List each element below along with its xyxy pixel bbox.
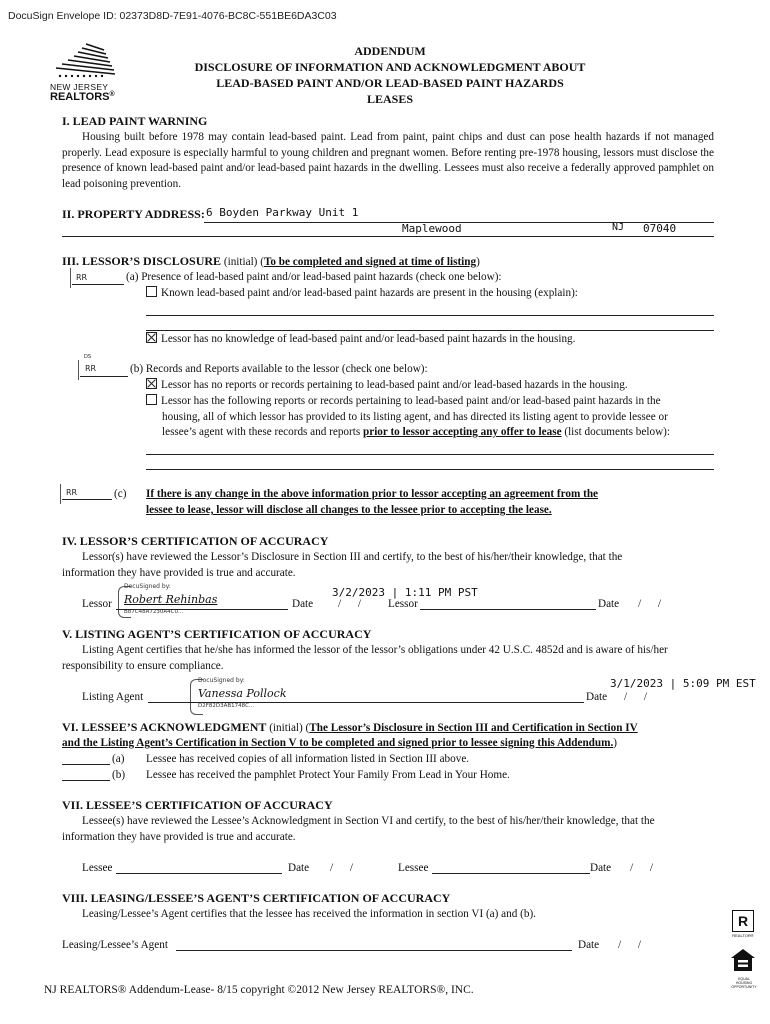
section5-heading: V. LISTING AGENT’S CERTIFICATION OF ACCURACY <box>62 627 372 641</box>
section7-body-line2: information they have provided is true and accurate. <box>62 831 296 843</box>
section5-body-line2: responsibility to ensure compliance. <box>62 660 224 672</box>
checkbox-has-reports[interactable] <box>146 394 157 405</box>
lessor-sig-id: B87C48A7230A4C0... <box>124 609 184 615</box>
section6-initial-note: (initial) <box>269 722 303 734</box>
equal-housing-badge <box>730 948 758 989</box>
lessor-signature-block[interactable] <box>124 583 217 615</box>
agent-date-label: Date <box>586 691 608 703</box>
explain-line-1 <box>146 315 714 316</box>
footer-copyright: NJ REALTORS® Addendum-Lease- 8/15 copyright ©2012 New Jersey REALTORS®, INC. <box>44 984 474 996</box>
leasing-agent-date-label: Date <box>578 939 600 951</box>
lessee-initials-line-b <box>62 780 110 781</box>
section7-body-line1: Lessee(s) have reviewed the Lessee’s Acknowledgment in Section VI and certify, to the best of his/her/their knowledge, that the <box>82 815 655 827</box>
checkbox-no-knowledge[interactable] <box>146 332 157 343</box>
section4-body-line1: Lessor(s) have reviewed the Lessor’s Disclosure in Section III and certify, to the best of his/her/their knowledge, that the <box>82 551 623 563</box>
documents-line-1 <box>146 454 714 455</box>
property-state[interactable]: NJ <box>612 222 625 233</box>
b-opt2-line2: housing, all of which lessor has provided to its listing agent, and has directed its listing agent to provide lessee or <box>162 410 668 423</box>
section6-b-text: Lessee has received the pamphlet Protect Your Family From Lead in Your Home. <box>146 769 510 781</box>
b-opt1-text: Lessor has no reports or records pertaining to lead-based paint and/or lead-based hazards in the housing. <box>161 379 628 391</box>
section6-bold-line1: The Lessor’s Disclosure in Section III and Certification in Section IV <box>309 722 638 734</box>
agent-signature: Vanessa Pollock <box>198 687 287 700</box>
section6-b-label: (b) <box>112 769 126 781</box>
lessee2-label: Lessee <box>398 862 429 874</box>
eho-caption: EQUAL HOUSING OPPORTUNITY <box>731 977 757 989</box>
property-street[interactable]: 6 Boyden Parkway Unit 1 <box>206 206 359 219</box>
section3-a-opt1 <box>146 286 578 302</box>
lessor-sign-line <box>116 609 288 610</box>
lessor-date-slashes: / / <box>338 598 361 610</box>
agent-date-slashes: / / <box>624 691 647 703</box>
section5-body-line1: Listing Agent certifies that he/she has informed the lessor of the lessor’s obligations under 42 U.S.C. 4852d and is aware of his/her <box>82 644 668 656</box>
lessee1-sign-line <box>116 873 282 874</box>
agent-docusigned-by: DocuSigned by: <box>198 677 245 684</box>
section6-a-text: Lessee has received copies of all information listed in Section III above. <box>146 753 470 765</box>
lessor-label: Lessor <box>82 598 112 610</box>
lessee2-date-slashes: / / <box>630 862 653 874</box>
title-line4: LEASES <box>366 92 414 106</box>
section3-title: III. LESSOR’S DISCLOSURE <box>62 254 222 268</box>
envelope-id: DocuSign Envelope ID: 02373D8D-7E91-4076-BC8C-551BE6DA3C03 <box>8 10 337 22</box>
nj-realtors-logo <box>48 40 118 106</box>
section2-heading: II. PROPERTY ADDRESS: <box>62 207 205 221</box>
initials-b[interactable]: RR <box>85 364 97 373</box>
lessor2-label: Lessor <box>388 598 418 610</box>
initial-box-c <box>60 484 61 504</box>
initials-line-a <box>72 284 124 285</box>
initials-a[interactable]: RR <box>76 273 88 282</box>
section3-c-line2: lessee to lease, lessor will disclose all changes to the lessee prior to accepting the lease. <box>146 504 552 516</box>
agent-sign-line <box>148 702 584 703</box>
b-opt2-line1-text: Lessor has the following reports or records pertaining to lead-based paint and/or lead-based paint hazards in the <box>161 395 661 407</box>
b-opt2-line3-bold: prior to lessor accepting any offer to lease <box>363 426 562 438</box>
section3-a-label: (a) Presence of lead-based paint and/or lead-based paint hazards (check one below): <box>126 271 502 283</box>
section4-heading: IV. LESSOR’S CERTIFICATION OF ACCURACY <box>62 534 329 548</box>
title-line3: LEAD-BASED PAINT AND/OR LEAD-BASED PAINT HAZARDS <box>216 76 564 90</box>
section6-heading: VI. LESSEE’S ACKNOWLEDGMENT (initial) (The Lessor’s Disclosure in Section III and Certification in Section IV <box>62 720 638 734</box>
realtor-caption: REALTOR® <box>732 933 754 938</box>
checkbox-known-lead[interactable] <box>146 286 157 297</box>
a-opt2-text: Lessor has no knowledge of lead-based paint and/or lead-based paint hazards in the housing. <box>161 333 576 345</box>
logo-reg: ® <box>109 91 115 98</box>
initial-box-a <box>70 268 71 288</box>
a-opt1-text: Known lead-based paint and/or lead-based paint hazards are present in the housing (explain): <box>161 287 578 299</box>
lessor-date-label: Date <box>292 598 314 610</box>
agent-sign-date: 3/1/2023 | 5:09 PM EST <box>610 677 756 690</box>
agent-sig-id: D2F82D3AB1748C... <box>198 703 255 709</box>
document-title <box>160 43 620 107</box>
section1-heading: I. LEAD PAINT WARNING <box>62 114 208 128</box>
lessee2-sign-line <box>432 873 590 874</box>
skyline-logo-icon <box>52 40 116 80</box>
lessee2-date-label: Date <box>590 862 612 874</box>
section6-bold-line2: and the Listing Agent’s Certification in Section V to be completed and signed prior to lessee signing this Addendum. <box>62 737 614 749</box>
section3-c-line1: If there is any change in the above information prior to lessor accepting an agreement from the <box>146 488 599 500</box>
initial-box-b <box>78 360 79 380</box>
section6-a-label: (a) <box>112 753 125 765</box>
leasing-agent-sign-line <box>176 950 572 951</box>
lessee1-date-label: Date <box>288 862 310 874</box>
section1-body: Housing built before 1978 may contain lead-based paint. Lead from paint, paint chips and dust can pose health hazards if not managed properly. Lead exposure is especially harmful to young children and pregnant women. Before renting pre-1978 housing, lessors must disclose the presence of known lead-based paint and/or lead-based paint hazards in the dwelling. Lessees must also receive a federally approved pamphlet on lead poisoning prevention. <box>62 131 714 190</box>
lessor-signature: Robert Rehinbas <box>124 593 218 606</box>
lessor2-date-slashes: / / <box>638 598 661 610</box>
section4-body-line2: information they have provided is true and accurate. <box>62 567 296 579</box>
lessor2-sign-line <box>420 609 596 610</box>
logo-line2-text: REALTORS <box>50 91 110 103</box>
section8-heading: VIII. LEASING/LESSEE’S AGENT’S CERTIFICATION OF ACCURACY <box>62 891 451 905</box>
lessor2-date-label: Date <box>598 598 620 610</box>
initials-b-top: DS <box>84 354 92 360</box>
explain-line-2 <box>146 330 714 331</box>
section6-heading-line2: and the Listing Agent’s Certification in Section V to be completed and signed prior to lessee signing this Addendum.) <box>62 737 617 749</box>
section3-b-label: (b) Records and Reports available to the lessor (check one below): <box>130 363 428 375</box>
section3-heading: III. LESSOR’S DISCLOSURE (initial) (To be completed and signed at time of listing) <box>62 254 480 268</box>
b-opt2-line3 <box>146 425 714 441</box>
b-opt2-line3-post: (list documents below): <box>564 426 670 438</box>
documents-line-2 <box>146 469 714 470</box>
agent-signature-block[interactable] <box>198 677 287 709</box>
section3-b-opt1 <box>146 378 628 394</box>
b-opt2-line3-pre: lessee’s agent with these records and reports <box>162 426 361 438</box>
leasing-agent-label: Leasing/Lessee’s Agent <box>62 939 168 951</box>
lessor-sign-date: 3/2/2023 | 1:11 PM PST <box>332 586 478 599</box>
address-line-2 <box>62 236 714 237</box>
equal-housing-icon <box>730 948 756 972</box>
realtor-r-icon: R <box>732 910 754 932</box>
initials-line-c <box>62 499 112 500</box>
section3-a-opt2 <box>146 332 575 348</box>
lessee-initials-line-a <box>62 764 110 765</box>
title-line1: ADDENDUM <box>354 44 426 58</box>
lessor-docusigned-by: DocuSigned by: <box>124 583 171 590</box>
lessee1-date-slashes: / / <box>330 862 353 874</box>
initials-line-b <box>80 376 128 377</box>
property-city[interactable]: Maplewood <box>402 222 462 235</box>
section3-initial-note: (initial) <box>223 256 258 268</box>
lessee1-label: Lessee <box>82 862 113 874</box>
section3-heading-bold: To be completed and signed at time of listing <box>263 256 477 268</box>
listing-agent-label: Listing Agent <box>82 691 144 703</box>
logo-line1: NEW JERSEY <box>50 82 109 92</box>
section8-body: Leasing/Lessee’s Agent certifies that the lessee has received the information in section VI (a) and (b). <box>82 908 536 920</box>
section7-heading: VII. LESSEE’S CERTIFICATION OF ACCURACY <box>62 798 333 812</box>
section3-b-opt2 <box>146 394 714 441</box>
initials-c[interactable]: RR <box>66 488 78 497</box>
title-line2: DISCLOSURE OF INFORMATION AND ACKNOWLEDGMENT ABOUT <box>194 60 586 74</box>
b-opt2-line1 <box>146 394 714 410</box>
section6-title: VI. LESSEE’S ACKNOWLEDGMENT <box>62 720 267 734</box>
logo-line2 <box>50 91 115 103</box>
realtor-badge <box>732 910 754 940</box>
leasing-agent-date-slashes: / / <box>618 939 641 951</box>
property-zip[interactable]: 07040 <box>643 222 677 235</box>
checkbox-no-reports[interactable] <box>146 378 157 389</box>
section3-c-label: (c) <box>114 488 127 500</box>
